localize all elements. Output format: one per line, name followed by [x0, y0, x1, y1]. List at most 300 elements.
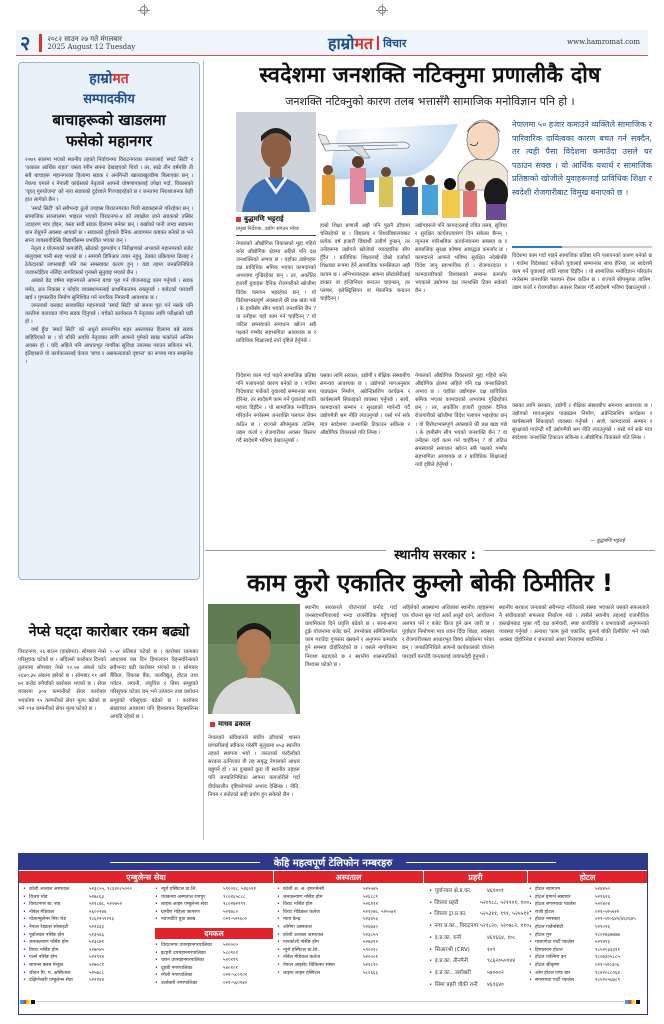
directory-entry	[429, 886, 529, 898]
directory-entry-name: सिआरभी (CRV)	[435, 946, 470, 953]
bullet-icon: •	[429, 969, 433, 976]
directory-entry-name: होटल पाल्मिरा इन	[535, 955, 567, 961]
bullet-icon: •	[155, 887, 158, 892]
directory-entry	[277, 886, 427, 894]
directory-entry-name: दक्षिणेश्वरी एम्बुलेन्स सेवा	[29, 978, 73, 984]
nepse-column-2: ०.५४ प्रतिशत घटेको छ । कारोबार रकमका आधारमा यस दिन हिमालयन रिइन्स्योरेन्सको सबैभन्दा बढी कारोबार भएको छ । सोमबार बैंकिङ, विकास बैंक, जलविद्युत्, होटल तथा पर्यटन, लगानी, लघुवित्त र बिमा समूहको परिसूचक घटेका छन् भने उत्पादन तथा प्रशोधन समूहको परिसूचक बढेको छ । कारोबार संख्याका आधारमा पनि हिमालयन रिइन्स्योरेन्स अगाडि रहेको छ ।	[110, 649, 198, 720]
directory-entry	[277, 909, 427, 917]
bullet-icon: •	[277, 909, 280, 915]
directory-entry-number[interactable]: ५४०००२	[487, 969, 504, 976]
bullet-icon: •	[155, 943, 158, 948]
directory-entry	[277, 939, 427, 947]
editorial-paragraph: जनताको करबाट सञ्चालित महानगरले 'स्मार्ट सिटी' को सपना पूरा गर्न नसके पनि कम्तीमा यातायात योग्य सडक दिनुपर्छ । बचेको कार्यकाल नै नेतृत्वका लागि परीक्षाको घडी हो ।	[25, 302, 193, 325]
directory-entry-name: गर्ल्स नर्सिङ होम	[29, 955, 58, 961]
editorial-paragraph: नेतृत्व र योजनाको कमजोरी, स्रोतको दुरुपयोग र निरीक्षणको अभावले महानगरको बजेट बालुवामा पानी सरह भएको छ । समयमै डिपिआर तयार नहुनु, ठेक्का प्रक्रियामा ढिलाइ र ठेकेदारको लापरबाही पनि यस समस्याका कारण हुन् । वडा तहमा जनप्रतिनिधिले जवाफदेहिता नलिँदा नागरिकको गुनासो सुनुवाइ भएको छैन ।	[25, 246, 193, 277]
editorial-brand-logo	[25, 69, 193, 88]
directory-entry	[23, 970, 153, 978]
lead-subheadline: जनशक्ति नटिक्नुको कारण तलब भत्तासँगै सामाजिक मनोविज्ञान पनि हो ।	[285, 95, 575, 108]
directory-entry	[529, 916, 647, 924]
directory-entry-name: विजय मोड	[29, 894, 48, 900]
migration-illustration	[318, 110, 508, 220]
directory-entry-name: होटल मुन	[535, 932, 552, 938]
directory-entry-number[interactable]: ९८५२०५६७८९	[595, 978, 620, 984]
directory-entry-name: जनकल्याण नर्सिङ होम	[283, 894, 323, 900]
directory-entry-number[interactable]: ५२५७८८	[89, 970, 104, 976]
bullet-icon: •	[529, 940, 532, 946]
directory-entry-number[interactable]: ०२१-५१०६४५/४६०६४५	[595, 917, 636, 923]
bullet-icon: •	[277, 970, 280, 976]
section-name: विचार	[383, 36, 407, 50]
lead-column-3: उद्योगहरूले पनि कामदारलाई उचित तलब, सुविधा र सुरक्षित कार्यवातावरण दिन सकेका छैनन् । न्यूनतम पारिश्रमिक कार्यान्वयनमा समस्या छ र सामाजिक सुरक्षा कोषमा आबद्धता कमजोर छ । कामदारले आफ्नो भविष्य सुरक्षित नदेखेपछि विदेश जानु स्वाभाविक हो । रोजगारदाता र कामदारबीचको विश्वासको सम्बन्ध कमजोर भएकाले उद्योगमा दक्ष जनशक्ति टिक्न सकेको छैन ।	[415, 223, 507, 294]
bullet-icon: •	[529, 887, 532, 892]
directory-entry-name: नेपाल आइसेट चिकित्सा संस्था	[283, 962, 335, 968]
directory-entry-name: जीवन मि. म. अस्पिताल	[29, 970, 71, 976]
directory-entry	[529, 954, 647, 962]
brand-logo	[328, 32, 406, 54]
directory-entry-name: कोशी अ. अ. इमरजेन्सी	[283, 887, 325, 892]
pullquote-divider	[512, 246, 652, 248]
editorial-title-line2: फसेको महानगर	[65, 132, 153, 150]
directory-entry-number[interactable]: ०२१-५८०१०१	[223, 973, 248, 979]
directory-entry-number[interactable]: ५२२१२४	[89, 978, 104, 984]
bullet-icon: •	[23, 932, 26, 938]
local-column-3: अहिलेको अवस्थामा अधिकांश स्थानीय तहहरूमा एक योजना सुरु गर्दा अर्को अधुरो रहने, आयोजना अलपत्र पर्ने र बजेट फ्रिज हुने क्रम जारी छ । पूर्वाधार निर्माणमा मात्र ध्यान दिँदा शिक्षा, स्वास्थ्य र रोजगारीजस्ता आधारभूत विषय ओझेलमा परेका छन् । जनप्रतिनिधिले आफ्नो कार्यकालको योजना पारदर्शी बनाउँदै जनतालाई जवाफदेही हुनुपर्छ ।	[402, 605, 494, 660]
directory-entry-name: पोलाम्बुलेन्स मिरा रोड	[29, 917, 66, 923]
directory-entry-number[interactable]: ५९००१८, ५२६०२१	[223, 887, 256, 892]
directory-entry	[277, 916, 427, 924]
directory-entry	[155, 886, 283, 894]
bullet-icon: •	[277, 955, 280, 961]
bullet-icon: •	[429, 934, 433, 941]
author-portrait-icon	[208, 604, 300, 714]
directory-entry-number[interactable]: ५२३८७१	[89, 940, 104, 946]
directory-entry	[155, 909, 283, 917]
directory-entry	[529, 932, 647, 940]
bullet-icon: •	[155, 902, 158, 908]
directory-entry	[155, 950, 283, 958]
color-registration-bar	[625, 1000, 635, 1004]
editorial-label: सम्पादकीय	[83, 92, 135, 107]
directory-entry-number[interactable]: ५२०१९९	[223, 958, 238, 964]
color-registration-bar	[31, 1000, 35, 1004]
brand-logo-part1: हाम्रो	[328, 34, 355, 53]
ambulance-list	[23, 886, 153, 985]
directory-entry	[429, 921, 529, 933]
issue-date	[47, 35, 135, 51]
directory-entry-number[interactable]: १०९	[487, 946, 496, 953]
directory-entry-number[interactable]: ५८०९०९	[223, 950, 238, 956]
directory-entry-name: विराट मेडिकल कलेज	[283, 909, 320, 915]
divider	[406, 862, 556, 863]
bullet-icon: •	[23, 947, 26, 953]
bullet-icon: •	[529, 955, 532, 961]
color-registration-bar	[20, 1000, 30, 1004]
directory-entry	[529, 947, 647, 955]
directory-entry-number[interactable]: ५२१६२६	[595, 894, 610, 900]
kicker-text: स्थानीय सरकार :	[386, 548, 484, 563]
brand-logo-part2: मत	[354, 34, 374, 53]
directory-entry	[277, 932, 427, 940]
bullet-icon: •	[529, 978, 532, 984]
lead-column-1b: विदेशमा काम गर्दा पाइने सामाजिक प्रतिष्ठा पनि पलायनको कारण बनेको छ । गाउँमा विदेशबाट फर्केको युवालाई सम्मानका साथ हेरिन्छ, तर स्वदेशमै काम गर्ने युवालाई त्यति महत्त्व दिइँदैन । यो सामाजिक मनोविज्ञान परिवर्तन नगरेसम्म जनशक्ति पलायन रोक्न कठिन छ । राज्यले सीपमूलक तालिम, उद्यम कर्जा र रोजगारीका अवसर विस्तार गर्दै स्वदेशमै भविष्य देखाउनुपर्छ ।	[236, 373, 316, 444]
bullet-icon: •	[23, 917, 26, 923]
directory-entry-name: लाइफ लाइन एम्बुलेन्स सेवा	[161, 902, 208, 908]
directory-entry-number[interactable]: ४६१००१	[487, 888, 504, 894]
directory-entry	[277, 962, 427, 970]
lead-author-name: बुद्धमणि भट्टराई	[236, 215, 284, 224]
directory-entry-name: हिमालयन होटल	[535, 947, 563, 953]
directory-entry-name: इ.प्र.का., उर्लाबारी	[435, 969, 471, 976]
directory-entry	[155, 957, 283, 965]
directory-entry-name: न्युरो हस्पिटल प्रा.लि.	[283, 947, 320, 953]
bullet-icon: •	[277, 962, 280, 968]
directory-entry	[529, 924, 647, 932]
bullet-icon: •	[155, 917, 158, 923]
bullet-icon: •	[429, 923, 433, 930]
directory-entry-name: उर्लाबारी नगरपालिका	[161, 980, 198, 986]
phone-directory-title-bar	[19, 854, 647, 870]
directory-entry-number[interactable]: ५२०४०४	[595, 902, 610, 908]
directory-entry-number[interactable]: ५२७३९२	[363, 940, 378, 946]
directory-entry-name: मालागोदा पार्टी प्यालेस	[535, 940, 574, 946]
directory-entry-name: नगर प्र.का., विराटनगर	[434, 923, 479, 930]
directory-entry-number[interactable]: ०२१-५२९६००	[223, 917, 248, 923]
brand-divider	[377, 36, 379, 50]
directory-entry-name: होटल स्वागतम	[535, 887, 561, 892]
footer-rule	[36, 1001, 624, 1002]
directory-entry-name: कोशी अञ्चल अस्पताल	[29, 887, 70, 892]
bullet-icon: •	[277, 924, 280, 930]
bullet-icon: •	[155, 950, 158, 956]
directory-entry	[23, 909, 153, 917]
fire-list	[155, 942, 283, 988]
bullet-icon: •	[529, 917, 532, 923]
directory-entry-name: राजी होटल	[535, 909, 554, 915]
bullet-icon: •	[277, 947, 280, 953]
directory-entry-name: नानकोशी नर्सिङ होम	[283, 940, 319, 946]
directory-entry-number[interactable]: ९८५२०३३३११	[595, 947, 620, 953]
directory-entry	[277, 924, 427, 932]
directory-entry	[529, 977, 647, 985]
directory-entry-number[interactable]: ५२७०८१	[89, 962, 104, 968]
directory-entry-number[interactable]: ५२१८२०, ५२०७८२, ११०	[480, 923, 529, 930]
directory-entry-name: होटल श्रीकृष्ण	[535, 962, 560, 968]
directory-entry	[155, 965, 283, 973]
lead-signoff: — बुद्धमणि भट्टराई	[590, 538, 625, 544]
editorial-title	[25, 110, 193, 152]
directory-entry-name: इटहरी उपमहानगरपालिका	[161, 950, 206, 956]
directory-entry-name: रंगेली नगरपालिका	[161, 973, 193, 979]
category-fire: दमकल	[155, 928, 273, 939]
directory-entry-name: होटल गार्डेनसिटी	[535, 924, 564, 930]
date-nepali: २०८२ साउन २७ गते मंगलबार	[47, 34, 122, 43]
directory-entry	[23, 932, 153, 940]
directory-entry-number[interactable]: ५२७०४५	[89, 947, 104, 953]
directory-entry-name: नोबेल मेडिकल	[29, 909, 55, 915]
directory-entry-number[interactable]: ५४०१०१	[223, 965, 238, 971]
directory-entry-name: विराट नर्सिङ होम	[29, 947, 59, 953]
directory-entry-name: जिल्ला ट्रा.प्र.का.	[434, 911, 467, 918]
directory-entry-number[interactable]: ५९००१८	[363, 947, 378, 953]
bullet-icon: •	[529, 909, 532, 915]
directory-entry-number[interactable]: ५२३४५६	[363, 917, 378, 923]
directory-entry-number[interactable]: ९८०७३०५८८५	[595, 955, 620, 961]
editorial-title-line1: बाचाहरूको खाडलमा	[52, 111, 166, 129]
directory-entry	[529, 970, 647, 978]
directory-entry-number[interactable]: ९८०२६५८८८	[223, 894, 246, 900]
directory-entry-number[interactable]: ५२३५६६	[89, 932, 104, 938]
directory-entry-name: विराट नर्सिङ होम	[283, 902, 313, 908]
editorial-paragraph: २०७९ सालमा भएको स्थानीय तहको निर्वाचनमा विराटनगरका जनतालाई 'स्मार्ट सिटी' र 'तत्काल आर्थिक राहत' जस्ता रंगीन सपना देखाइएको थियो । तर, साढे तीन वर्षपछि ती सबै बाचाहरू महानगरका हिलाम्य सडक र अनगिन्ती खाल्डाखुल्डीमा बिलाएका छन् । नेकपा एमाले र नेपाली कांग्रेसको नेतृत्वले आफ्नो घोषणापत्रलाई उपेक्षा गर्दा, विकासको 'वृहत् गुरुयोजना' को नारा सडकको दुर्दशाले गिज्याइरहेको छ र जनतामा निराशाजनक केही हात लागेको छैन ।	[25, 157, 193, 204]
directory-entry-number[interactable]: ५२०००१	[363, 955, 378, 961]
bullet-icon: •	[277, 887, 280, 892]
directory-entry-number[interactable]: ५८०६६६	[363, 970, 378, 976]
directory-entry-name: नोबेल मेडिकल कलेज	[283, 955, 321, 961]
website-url: www.hamromat.com	[567, 38, 640, 46]
directory-entry-number[interactable]: ५२५५४५	[363, 887, 378, 892]
directory-entry	[277, 954, 427, 962]
directory-entry	[277, 970, 427, 978]
directory-entry	[155, 942, 283, 950]
directory-entry-name: नवज्योति युवा क्लब	[161, 917, 196, 923]
directory-entry-number[interactable]: ५२००००	[223, 943, 238, 948]
bullet-icon: •	[529, 970, 532, 976]
editorial-paragraph: 'स्मार्ट सिटी' को सबैभन्दा ठूलो उपहास विराटनगरका भित्री सडकहरूले गरिरहेका छन् । सामाजिक सञ्जालमा भाइरल भएको विराटनगर-४ को ल्याब्रोल जाने सडकको तस्बिर उदाहरण मात्र होइन, यस्ता सयौं सडक हिलाम्य बनेका छन् । बर्खाको पानी जम्दा सडकमा धान रोप्नुपर्ने अवस्था आएको छ । सडकको दुर्दशाले दैनिक आवागमन कष्टकर बनेको छ भने साना व्यवसायीदेखि विद्यार्थीसम्म प्रभावित भएका छन् ।	[25, 205, 193, 244]
directory-entry-name: विराटनगर उपमहानगरपालिका	[161, 943, 213, 948]
lead-column-2b: यसका लागि सरकार, उद्योगी र शैक्षिक संस्थाबीच समन्वय आवश्यक छ । उद्योगको मागअनुसार पाठ्यक्रम निर्माण, अप्रेन्टिसशिप कार्यक्रम र कार्यस्थलमै सिकाइको व्यवस्था गर्नुपर्छ । साथै, कामदारको सम्मान र सुरक्षाको ग्यारेन्टी गर्दै उद्योगमैत्री श्रम नीति ल्याउनुपर्छ । यसो गर्न सके मात्र स्वदेशमा जनशक्ति टिकाउन सकिन्छ र औद्योगिक विकासले गति लिन्छ ।	[320, 373, 410, 436]
directory-entry	[277, 894, 427, 902]
bullet-icon: •	[429, 888, 433, 894]
directory-entry-number[interactable]: ४६१६६४, १०८	[487, 934, 516, 941]
directory-entry-number[interactable]: ५२१७८२	[223, 909, 238, 915]
directory-entry	[429, 898, 529, 910]
category-police: प्रहरी	[423, 871, 527, 883]
page-number: २	[20, 31, 31, 55]
directory-entry	[23, 939, 153, 947]
directory-entry	[529, 962, 647, 970]
directory-entry-name: सिमा प्रहरी चौकी रानी	[435, 981, 478, 988]
directory-entry	[429, 933, 529, 945]
author-portrait-icon	[236, 112, 316, 212]
directory-entry	[429, 909, 529, 921]
directory-entry	[23, 947, 153, 955]
bullet-icon: •	[155, 965, 158, 971]
directory-entry	[23, 954, 153, 962]
directory-entry	[529, 886, 647, 894]
bullet-icon: •	[155, 980, 158, 986]
directory-entry-number[interactable]: ९८६२०५०१४४	[487, 958, 516, 965]
directory-entry-number[interactable]: ०२१-५६०१४०	[223, 980, 248, 986]
editorial-paragraph: अबको डेढ वर्षमा महानगरले आफ्ना बाचा पूरा गर्न योजनाबद्ध काम गर्नुपर्छ । सडक मर्मत, ढल निकास र फोहोर व्यवस्थापनलाई प्राथमिकतामा राख्नुपर्छ । बजेटको पारदर्शी खर्च र गुणस्तरीय निर्माण सुनिश्चित गर्न नागरिक निगरानी आवश्यक छ ।	[25, 278, 193, 301]
directory-entry-number[interactable]: ९८६२२५१२२३	[89, 917, 114, 923]
directory-entry	[23, 901, 153, 909]
lead-column-4: विदेशमा काम गर्दा पाइने सामाजिक प्रतिष्ठा पनि पलायनको कारण बनेको छ । गाउँमा विदेशबाट फर्केको युवालाई सम्मानका साथ हेरिन्छ, तर स्वदेशमै काम गर्ने युवालाई त्यति महत्त्व दिइँदैन । यो सामाजिक मनोविज्ञान परिवर्तन नगरेसम्म जनशक्ति पलायन रोक्न कठिन छ । राज्यले सीपमूलक तालिम, उद्यम कर्जा र रोजगारीका अवसर विस्तार गर्दै स्वदेशमै भविष्य देखाउनुपर्छ ।	[512, 253, 652, 292]
directory-entry-name: नेपाल रेडक्रस सोसाइटी	[29, 924, 69, 930]
bullet-icon: •	[23, 955, 26, 961]
local-article-headline: काम कुरो एकातिर कुम्लो बोकी ठिमीतिर !	[246, 569, 614, 597]
bullet-icon: •	[155, 909, 158, 915]
category-ambulance: एम्बुलेन्स सेवा	[19, 871, 273, 883]
directory-entry	[23, 894, 153, 902]
directory-entry-number[interactable]: ९८४२०८८०६४	[595, 970, 620, 976]
crop-mark-icon	[140, 6, 148, 14]
lead-column-3b: नेपालको औद्योगिक विकासको मुद्दा गहिरो बनेर औद्योगिक क्षेत्रमा अहिले पनि दक्ष जनशक्तिको अभाव छ । यहाँका उद्योगहरू दक्ष प्राविधिक श्रमिक भएका कामदारको अभावमा गुज्रिरहेका छन् । तर, अर्कोतिर हजारौं युवाहरू दैनिक रोजगारीको खोजीमा विदेश पलायन भइरहेका छन् । यो विरोधाभासपूर्ण अवस्थाले धेरै प्रश्न खडा गर्छ । के हामीसँग सीप भएको जनशक्ति छैन ? वा उनीहरू यहाँ काम गर्न चाहँदैनन् ? यो जटिल समस्याको समाधान खोज्न सबै पक्षको गम्भीर सहभागिता आवश्यक छ र प्राविधिक शिक्षालाई नयाँ दृष्टिले हेर्नुपर्छ ।	[415, 373, 507, 469]
directory-entry	[529, 909, 647, 917]
directory-entry-name: न्यूरो हस्पिटल प्रा.लि.	[161, 887, 198, 892]
directory-entry-name: इ.प्र.का. तीनपैनी	[435, 958, 469, 965]
bullet-icon: •	[529, 902, 532, 908]
bullet-icon: •	[23, 902, 26, 908]
bullet-icon: •	[277, 894, 280, 900]
bullet-icon: •	[23, 909, 26, 915]
airplane-crowd-illustration-icon	[318, 110, 508, 220]
directory-entry-name: ओम होटल एण्ड बार	[535, 970, 571, 976]
bullet-icon: •	[277, 940, 280, 946]
directory-entry-name: पंचकन्या अस्पताल रामपुर	[161, 894, 206, 900]
directory-entry-number[interactable]: ०२१-५२५५२२	[595, 909, 620, 915]
directory-entry-name: जनकल्याण नर्सिङ होम	[29, 940, 69, 946]
phone-directory-title: केहि महत्वपूर्ण टेलिफोन नम्बरहरु	[273, 858, 393, 869]
bullet-icon: •	[529, 894, 532, 900]
directory-entry-number[interactable]: ५२६१११	[363, 902, 378, 908]
bullet-icon: •	[429, 958, 433, 965]
directory-entry	[23, 977, 153, 985]
phone-directory-entries	[19, 884, 647, 1014]
divider	[110, 862, 260, 863]
phone-directory-category-strip	[19, 871, 647, 883]
bullet-icon: •	[277, 932, 280, 938]
directory-entry-name: होटल नमस्कार	[535, 917, 561, 923]
directory-entry-number[interactable]: ५२४४५०	[595, 887, 610, 892]
bullet-icon: •	[155, 973, 158, 979]
directory-entry-name: ओमेगा अस्पताल	[283, 924, 312, 930]
directory-entry-number[interactable]: ५२१८७८, ५२०७५२	[89, 902, 122, 908]
editorial-body	[25, 156, 193, 594]
directory-entry-number[interactable]: ४६१६४०	[487, 981, 504, 988]
bullet-icon: •	[529, 932, 532, 938]
local-author-name: माधव ढकाल	[210, 720, 251, 729]
directory-entry-number[interactable]: ५२६८८९	[363, 894, 378, 900]
crop-mark-icon	[378, 6, 386, 14]
bullet-icon: •	[429, 899, 433, 906]
hospital-list	[277, 886, 427, 977]
lead-author-role: प्रमुख निर्देशक, उद्योग संगठन मोरङ	[236, 226, 300, 232]
directory-entry-number[interactable]: ५२६७३०	[363, 924, 378, 930]
directory-entry	[529, 894, 647, 902]
ambulance-list-2	[155, 886, 283, 924]
directory-entry-name: विराटनगर बा. संघ	[29, 902, 61, 908]
bullet-icon: •	[23, 940, 26, 946]
bullet-icon: •	[155, 894, 158, 900]
directory-entry-number[interactable]: ०२१-५२०३०६	[595, 962, 620, 968]
bullet-icon: •	[429, 911, 433, 918]
date-english: 2025 August 12 Tuesday	[47, 42, 136, 51]
directory-entry-name: जिल्ला प्रहरी	[434, 899, 459, 906]
directory-entry	[429, 956, 529, 968]
directory-entry-number[interactable]: ५२२९२४	[89, 955, 104, 961]
lead-column-2: हाम्रो शिक्षा प्रणाली अझै पनि पुरानै ढाँचामा चलिरहेको छ । विद्यालय र विश्वविद्यालयबाट प्रत्येक वर्ष हजारौं विद्यार्थी उत्तीर्ण हुन्छन्, तर उनीहरूमा उद्योगले खोजेको व्यावहारिक सीप हुँदैन । प्राविधिक शिक्षालाई दोस्रो दर्जाको शिक्षाका रूपमा हेर्ने सामाजिक मानसिकता अझै कायम छ । अभिभावकहरू आफ्ना छोराछोरीलाई डाक्टर वा इन्जिनियर बनाउन चाहन्छन्, तर प्लम्बर, इलेक्ट्रिसियन वा मेकानिक बनाउन चाहँदैनन् ।	[320, 223, 410, 302]
directory-entry-number[interactable]: ५२३८५५, ९८६२०८५०००	[89, 887, 132, 892]
bullet-icon: •	[529, 962, 532, 968]
directory-entry	[155, 901, 283, 909]
bullet-icon: •	[277, 917, 280, 923]
bullet-icon: •	[23, 924, 26, 930]
local-column-4: स्थानीय सरकार जनताको सबैभन्दा नजिकको संस्था भएकाले यसको सफलताले नै संघीयताको सफलता निर्धारण गर्छ । त्यसैले स्थानीय तहलाई राजनीतिक हस्तक्षेपबाट मुक्त गर्दै दक्ष कर्मचारी, स्पष्ट कार्यविधि र प्रभावकारी अनुगमनको व्यवस्था गर्नुपर्छ । अन्यथा 'काम कुरो एकातिर, कुम्लो बोकी ठिमीतिर' भने जस्तै अवस्था दोहोरिनेछ र जनताको आशा निराशामा बदलिनेछ ।	[499, 605, 649, 644]
local-article-kicker	[270, 545, 600, 563]
bullet-icon: •	[429, 981, 433, 988]
directory-entry-number[interactable]: ५२२३३३	[89, 924, 104, 930]
lead-column-1: नेपालको औद्योगिक विकासको मुद्दा गहिरो बनेर औद्योगिक क्षेत्रमा अहिले पनि दक्ष जनशक्तिको अभाव छ । यहाँका उद्योगहरू दक्ष प्राविधिक श्रमिक भएका कामदारको अभावमा गुज्रिरहेका छन् । तर, अर्कोतिर हजारौं युवाहरू दैनिक रोजगारीको खोजीमा विदेश पलायन भइरहेका छन् । यो विरोधाभासपूर्ण अवस्थाले धेरै प्रश्न खडा गर्छ । के हामीसँग सीप भएको जनशक्ति छैन ? वा उनीहरू यहाँ काम गर्न चाहँदैनन् ? यो जटिल समस्याको समाधान खोज्न सबै पक्षको गम्भीर सहभागिता आवश्यक छ र प्राविधिक शिक्षालाई नयाँ दृष्टिले हेर्नुपर्छ ।	[236, 241, 316, 345]
directory-entry-name: न्याय केन्द्र	[283, 917, 301, 923]
directory-entry-number[interactable]: ५२३८५५	[363, 932, 378, 938]
bullet-icon: •	[529, 924, 532, 930]
directory-entry	[155, 916, 283, 924]
directory-entry-name: होटल इम्पर्भ स्क्वायर	[535, 894, 571, 900]
color-registration-bar	[636, 1000, 640, 1004]
directory-entry-number[interactable]: ५२१०७८, ५२५५४१	[363, 909, 396, 915]
directory-entry-number[interactable]: ९८०२७३७७७७	[595, 932, 620, 938]
directory-entry-name: लाइफ लाइन हस्पिटल	[283, 970, 321, 976]
directory-entry-number[interactable]: ५२१४९३	[595, 940, 610, 946]
directory-entry-name: इ.प्र.का. रानी	[435, 934, 462, 941]
bullet-icon: •	[277, 902, 280, 908]
author-photo	[208, 604, 300, 714]
directory-entry	[155, 972, 283, 980]
editorial-brand-part1: हाम्रो	[89, 71, 113, 87]
directory-entry-number[interactable]: ९८०२७२९९९	[223, 902, 246, 908]
editorial-brand-part2: मत	[112, 71, 129, 87]
directory-entry	[429, 980, 529, 992]
bullet-icon: •	[23, 970, 26, 976]
directory-entry-name: कोशी अञ्चल अस्पताल	[283, 932, 324, 938]
directory-entry	[429, 945, 529, 957]
lead-headline: स्वदेशमा जनशक्ति नटिक्नुमा प्रणालीकै दोष	[259, 63, 601, 88]
pullquote: नेपालमा ५० हजार कमाउने व्यक्तिले सामाजिक र पारिवारिक दायित्वका कारण बचत गर्न सक्दैन, तर त्यही पैसा विदेशमा कमाउँदा उसले घर पठाउन सक्छ । यो आर्थिक यथार्थ र सामाजिक प्रतिष्ठाको खोजीले युवाहरूलाई प्राविधिक शिक्षा र स्वदेशी रोजगारीबाट विमुख बनाएको छ ।	[512, 120, 652, 197]
directory-entry-number[interactable]: ५२२८१०	[363, 962, 378, 968]
directory-entry-name: पूर्वाञ्चल नर्सिङ होम	[29, 932, 65, 938]
bullet-icon: •	[23, 887, 26, 892]
column-divider	[203, 60, 204, 840]
nepse-headline: नेप्से घट्दा कारोबार रकम बढ्यो	[28, 624, 190, 640]
page-number-separator	[39, 34, 42, 52]
directory-entry-number[interactable]: ५२०९८८, ५२१९०१, १००	[480, 899, 529, 906]
directory-entry	[429, 968, 529, 980]
directory-entry-name: धरान उपमहानगरपालिका	[161, 958, 205, 964]
directory-entry-number[interactable]: ५२७८६३	[89, 894, 104, 900]
lead-column-5: यसका लागि सरकार, उद्योगी र शैक्षिक संस्थाबीच समन्वय आवश्यक छ । उद्योगको मागअनुसार पाठ्यक्रम निर्माण, अप्रेन्टिसशिप कार्यक्रम र कार्यस्थलमै सिकाइको व्यवस्था गर्नुपर्छ । साथै, कामदारको सम्मान र सुरक्षाको ग्यारेन्टी गर्दै उद्योगमैत्री श्रम नीति ल्याउनुपर्छ । यसो गर्न सके मात्र स्वदेशमा जनशक्ति टिकाउन सकिन्छ र औद्योगिक विकासले गति लिन्छ ।	[512, 403, 652, 442]
page-header	[16, 30, 648, 56]
directory-entry-number[interactable]: ५२१०२६	[595, 924, 610, 930]
bullet-icon: •	[529, 947, 532, 953]
bullet-icon: •	[23, 894, 26, 900]
directory-entry-name: सगरमाथा पार्टी प्यालेस	[535, 978, 574, 984]
local-column-1: नेपालको संविधानले संघीय ढाँचाको शासन प्रणालीलाई स्वीकार गरेसँगै मुलुकमा ७५३ स्थानीय तहको स्थापना भयो । जनताको घरदैलोको सरकार ठानिएका यी तह समृद्ध नेपालको आधार बन्नुपर्ने हो । तर दुःखको कुरा यी स्थानीय तहहरू पनि जनप्रतिनिधिका आफ्ना कमजोरीले गर्दा दीर्घकालीन दृष्टिकोणको अभाव देखिन्छ । नीति, नियम र बजेटको सही प्रयोग हुन सकेको छैन ।	[208, 735, 300, 798]
directory-entry	[155, 894, 283, 902]
editorial-box	[18, 62, 200, 580]
local-column-2: स्थानीय सरकारले योजनाको छनोट गर्दा जनसहभागितालाई भन्दा राजनीतिक पहुँचलाई प्राथमिकता दिने प्रवृत्ति बढेको छ । साना-साना टुक्रे योजनामा बजेट छर्ने, उपभोक्ता समितिमार्फत काम गराउँदा गुणस्तर खस्कने र अनुगमन कमजोर हुने समस्या दोहोरिरहेको छ । यसले नागरिकमा निराशा बढाएको छ र स्थानीय शासनप्रतिको विश्वास घटेको छ ।	[305, 605, 397, 668]
directory-entry-name: पूर्वाञ्चल क्षे.प्र.का.	[435, 888, 472, 894]
bullet-icon: •	[23, 978, 26, 984]
directory-entry	[23, 886, 153, 894]
directory-entry-name: होटल सगरमाथा प्यालेस	[535, 902, 576, 908]
bullet-icon: •	[155, 958, 158, 964]
directory-entry	[23, 916, 153, 924]
directory-entry-number[interactable]: ५६००२४४	[89, 909, 107, 915]
nepse-column-1: विराटनगर, २६ साउन (हाम्रोमत)- सोमबार नेप्से परिसूचक घटेको छ । अघिल्लो कारोबार दिनको तुलनामा सोमबार नेप्से १०.५७ अंकले घटेर २६४०.३४ अंकमा झरेको छ । सोमबार ११ अर्ब ७२ करोड रुपैयाँको कारोबार भएको छ । सेयर बजारमा ३०४ कम्पनीको सेयर कारोबार भएकोमा ९५ कम्पनीको सेयर मूल्य बढेको छ भने १९७ कम्पनीको सेयर मूल्य घटेको छ ।	[18, 649, 106, 712]
directory-entry-number[interactable]: ५२५३११, १९१, ५२५५११	[480, 911, 529, 918]
directory-entry	[23, 962, 153, 970]
bullet-icon: •	[23, 962, 26, 968]
